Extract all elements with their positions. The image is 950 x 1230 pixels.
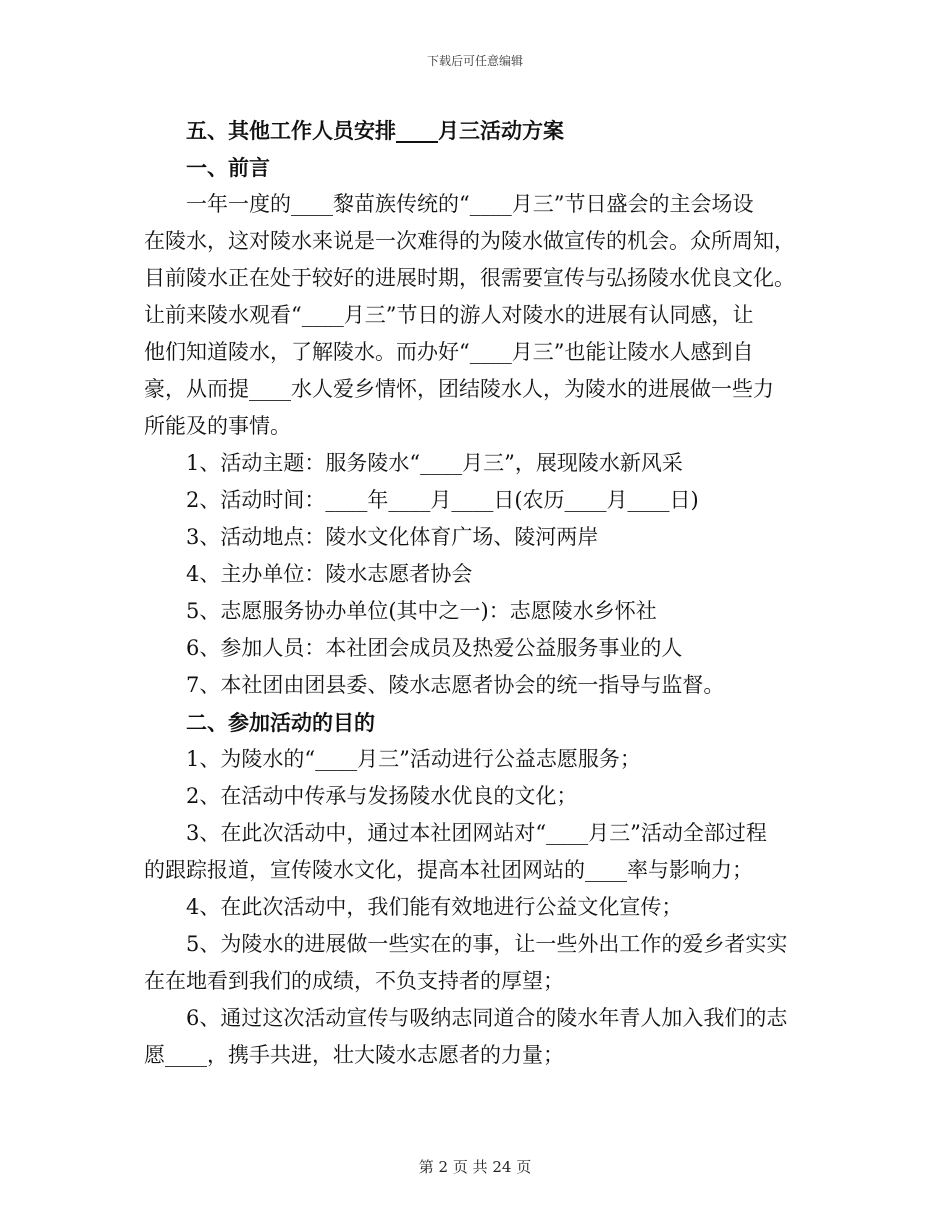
page-header-note: 下载后可任意编辑 [426,54,523,68]
page-footer-number: 第 2 页 共 24 页 [418,1158,532,1176]
list-item-theme: 1、活动主题：服务陵水“____月三”，展现陵水新风采 [186,451,683,475]
paragraph-line: 愿____，携手共进，壮大陵水志愿者的力量； [144,1043,564,1067]
list-item-purpose: 5、为陵水的进展做一些实在的事，让一些外出工作的爱乡者实实 [186,932,788,956]
list-item-organizer: 4、主办单位：陵水志愿者协会 [186,562,473,586]
paragraph-line: 一年一度的____黎苗族传统的“____月三”节日盛会的主会场设 [186,192,754,216]
list-item-purpose: 3、在此次活动中，通过本社团网站对“____月三”活动全部过程 [186,821,767,845]
section-heading-arrangement: 五、其他工作人员安排____月三活动方案 [186,118,564,143]
paragraph-line: 豪，从而提____水人爱乡情怀，团结陵水人，为陵水的进展做一些力 [144,377,774,401]
list-item-participants: 6、参加人员：本社团会成员及热爱公益服务事业的人 [186,636,683,660]
list-item-purpose: 1、为陵水的“____月三”活动进行公益志愿服务； [186,747,641,771]
paragraph-line: 目前陵水正在处于较好的进展时期，很需要宣传与弘扬陵水优良文化。 [144,266,795,290]
list-item-location: 3、活动地点：陵水文化体育广场、陵河两岸 [186,525,599,549]
paragraph-line: 的跟踪报道，宣传陵水文化，提高本社团网站的____率与影响力； [144,858,753,882]
list-item-purpose: 2、在活动中传承与发扬陵水优良的文化； [186,784,578,808]
paragraph-line: 所能及的事情。 [144,414,291,438]
section-heading-purpose: 二、参加活动的目的 [186,710,375,735]
paragraph-line: 让前来陵水观看“____月三”节日的游人对陵水的进展有认同感，让 [144,303,754,327]
list-item-purpose: 6、通过这次活动宣传与吸纳志同道合的陵水年青人加入我们的志 [186,1006,788,1030]
list-item-co-organizer: 5、志愿服务协办单位(其中之一)：志愿陵水乡怀社 [186,599,657,623]
paragraph-line: 在在地看到我们的成绩，不负支持者的厚望； [144,969,564,993]
list-item-purpose: 4、在此次活动中，我们能有效地进行公益文化宣传； [186,895,683,919]
list-item-time: 2、活动时间：____年____月____日(农历____月____日) [186,488,699,512]
document-body [144,112,810,1074]
paragraph-line: 在陵水，这对陵水来说是一次难得的为陵水做宣传的机会。众所周知， [144,229,795,253]
list-item-supervision: 7、本社团由团县委、陵水志愿者协会的统一指导与监督。 [186,673,725,697]
section-heading-preface: 一、前言 [186,155,270,180]
paragraph-line: 他们知道陵水，了解陵水。而办好“____月三”也能让陵水人感到自 [144,340,754,364]
